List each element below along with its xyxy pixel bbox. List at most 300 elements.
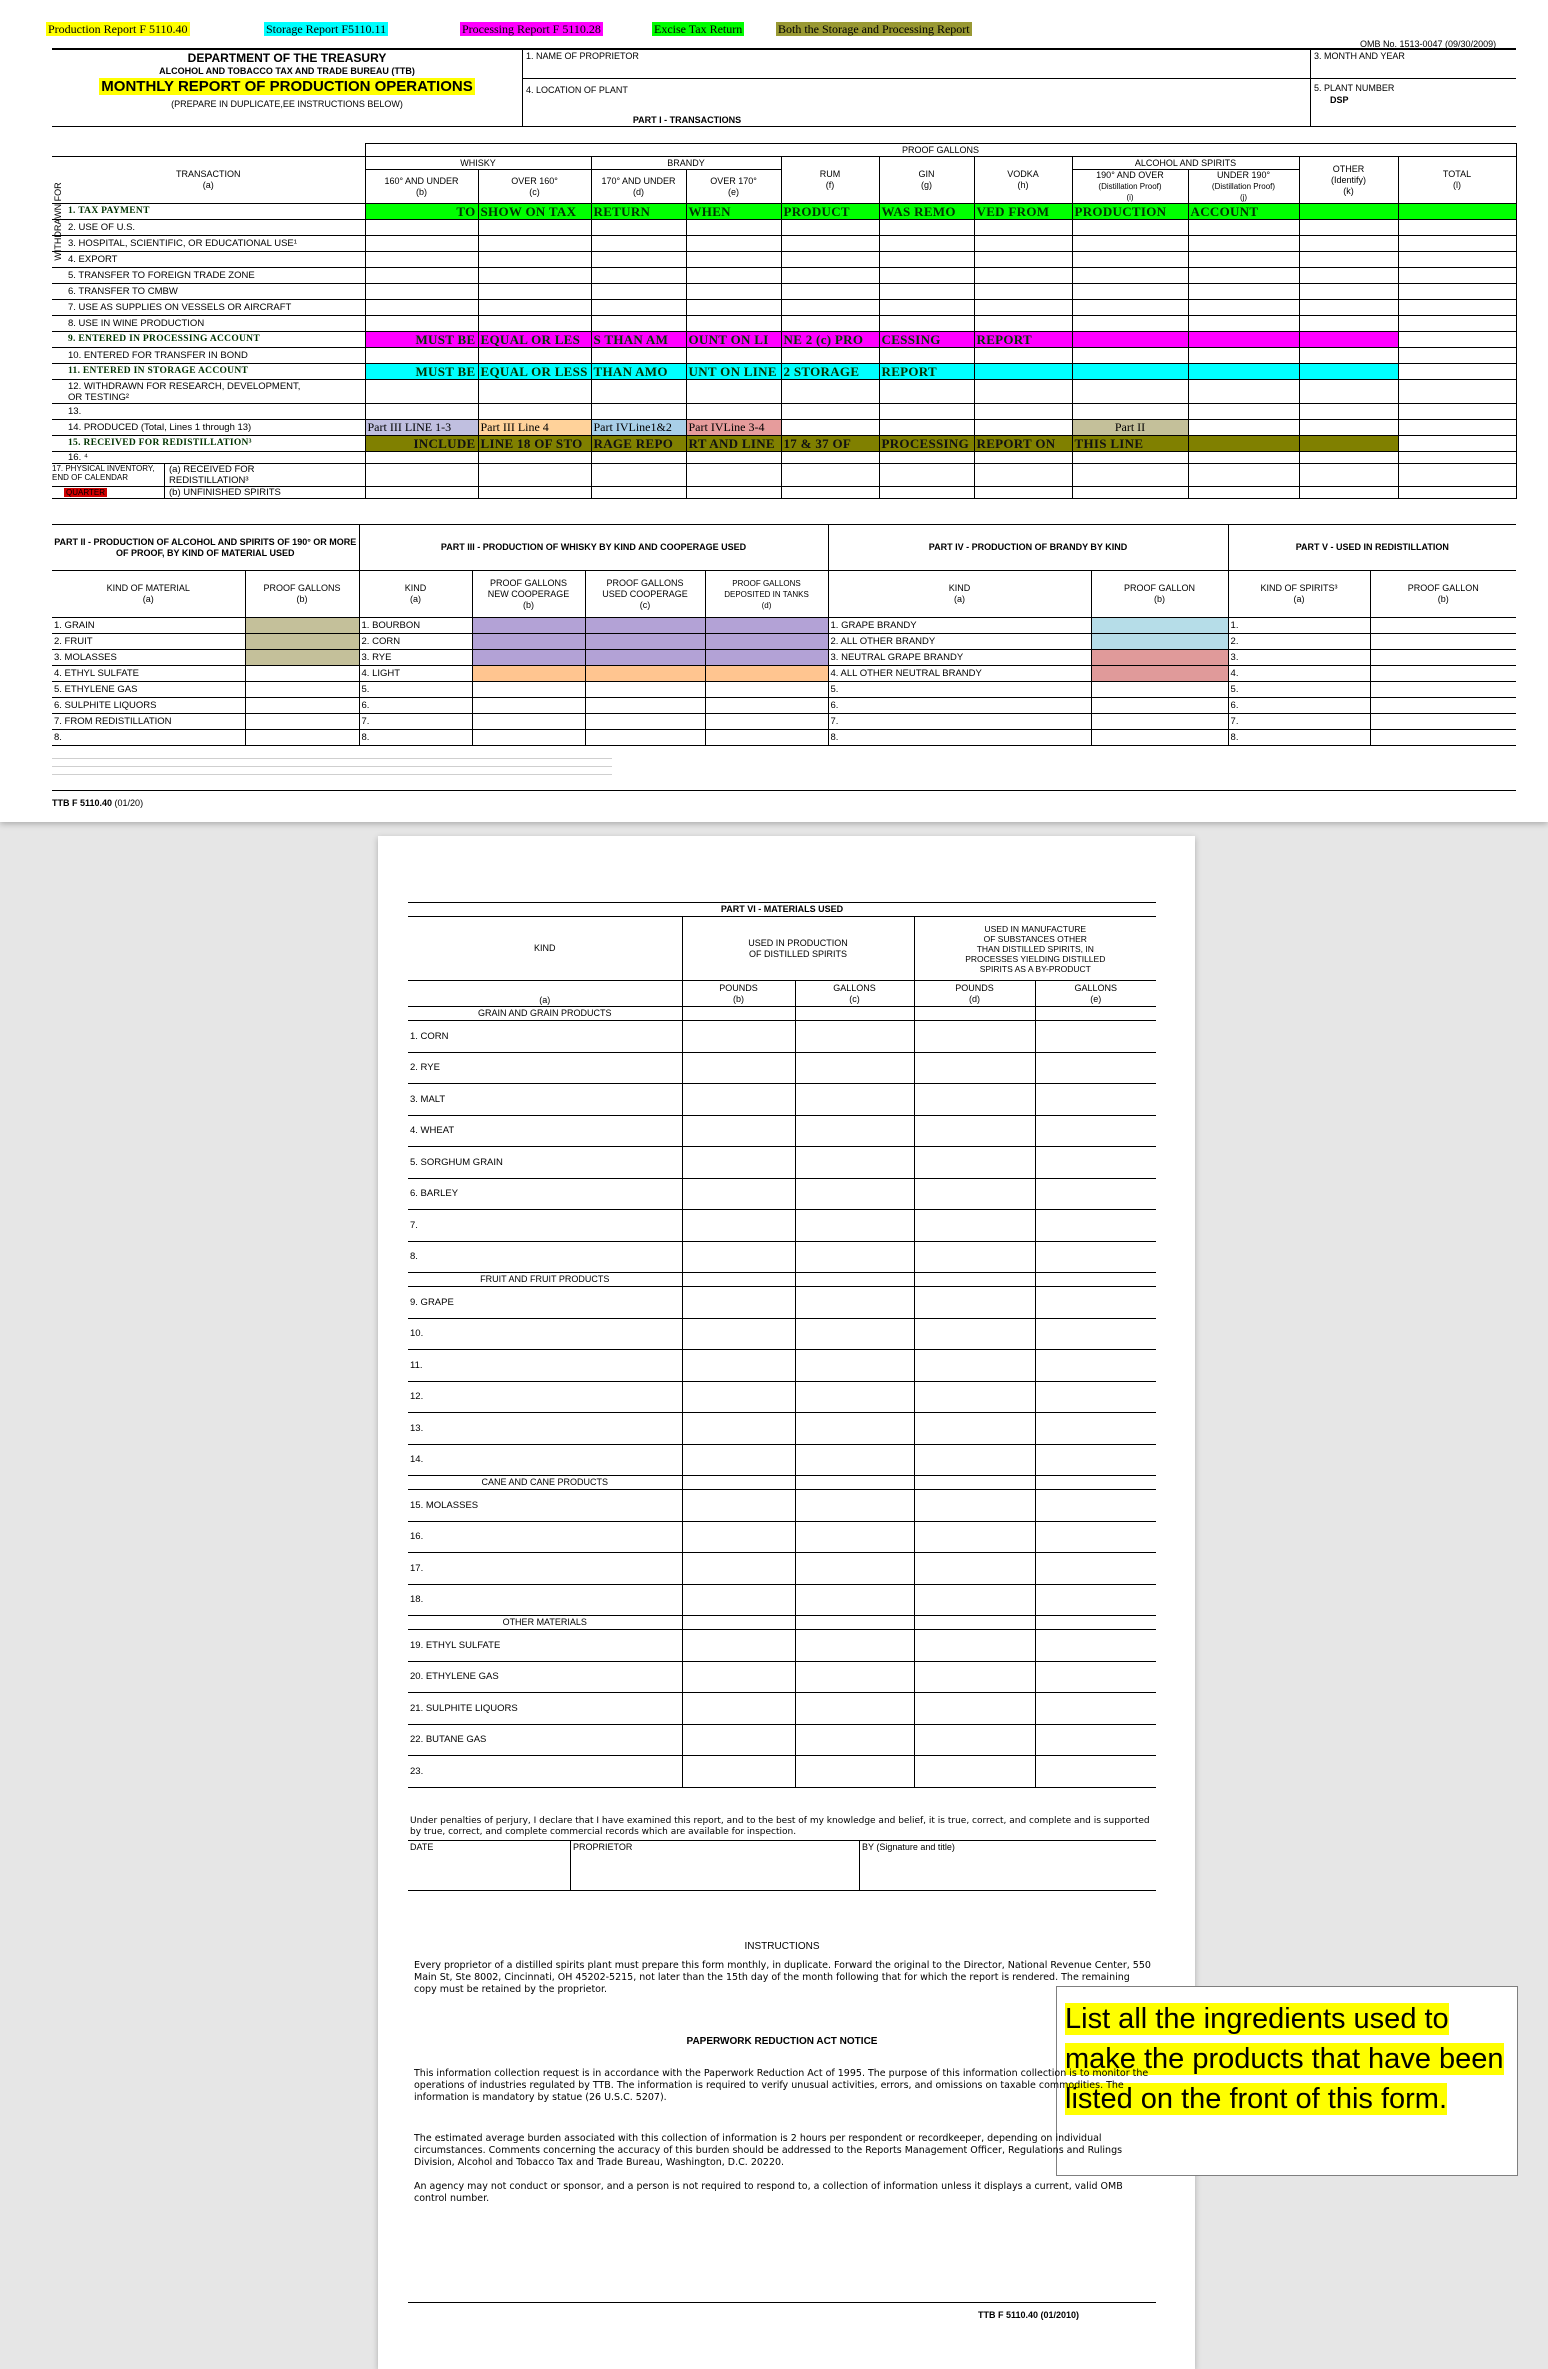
part1-cell[interactable] — [686, 380, 781, 404]
part4-proof[interactable] — [1091, 714, 1228, 730]
part6-cell[interactable] — [795, 1476, 914, 1490]
part1-cell[interactable] — [974, 300, 1072, 316]
location-of-plant-field[interactable]: 4. LOCATION OF PLANT — [526, 85, 628, 95]
part1-cell[interactable] — [365, 452, 478, 464]
part1-cell[interactable] — [365, 316, 478, 332]
part1-cell[interactable] — [591, 252, 686, 268]
part1-cell[interactable] — [1188, 316, 1299, 332]
part6-cell[interactable] — [1035, 1350, 1156, 1382]
part6-cell[interactable] — [795, 1616, 914, 1630]
part2-proof[interactable] — [245, 618, 359, 634]
part1-cell[interactable] — [686, 268, 781, 284]
part1-cell[interactable]: Part II — [1072, 420, 1188, 436]
part3-new[interactable] — [472, 730, 585, 746]
part1-cell[interactable] — [686, 464, 781, 487]
part1-cell[interactable] — [1072, 404, 1188, 420]
part3-tanks[interactable] — [705, 634, 828, 650]
part1-cell[interactable]: MUST BE — [365, 364, 478, 380]
part1-cell[interactable]: RETURN — [591, 204, 686, 220]
part1-cell[interactable] — [478, 452, 591, 464]
part1-cell[interactable] — [365, 404, 478, 420]
part6-cell[interactable] — [1035, 1476, 1156, 1490]
part1-cell[interactable] — [1188, 464, 1299, 487]
part2-proof[interactable] — [245, 666, 359, 682]
part1-cell[interactable] — [686, 487, 781, 499]
part2-proof[interactable] — [245, 714, 359, 730]
part1-cell[interactable]: EQUAL OR LESS — [478, 364, 591, 380]
part5-proof[interactable] — [1370, 730, 1516, 746]
part1-cell[interactable] — [974, 316, 1072, 332]
part1-cell[interactable] — [1299, 300, 1398, 316]
part6-cell[interactable] — [1035, 1616, 1156, 1630]
part3-used[interactable] — [585, 634, 705, 650]
part6-cell[interactable] — [795, 1178, 914, 1210]
part6-cell[interactable] — [682, 1350, 795, 1382]
part6-cell[interactable] — [682, 1007, 795, 1021]
part1-cell[interactable] — [879, 316, 974, 332]
part1-cell[interactable] — [781, 316, 879, 332]
part6-cell[interactable] — [914, 1210, 1035, 1242]
part1-cell[interactable]: TO — [365, 204, 478, 220]
part1-cell[interactable] — [1072, 284, 1188, 300]
part5-proof[interactable] — [1370, 682, 1516, 698]
part6-cell[interactable] — [1035, 1584, 1156, 1616]
part2-proof[interactable] — [245, 634, 359, 650]
part1-cell[interactable] — [1072, 348, 1188, 364]
part6-cell[interactable] — [1035, 1115, 1156, 1147]
name-of-proprietor-field[interactable]: 1. NAME OF PROPRIETOR — [526, 51, 639, 61]
part1-cell[interactable]: CESSING — [879, 332, 974, 348]
part1-cell[interactable] — [365, 464, 478, 487]
part6-cell[interactable] — [1035, 1178, 1156, 1210]
part5-proof[interactable] — [1370, 634, 1516, 650]
part6-cell[interactable] — [1035, 1444, 1156, 1476]
part1-cell[interactable]: THIS LINE — [1072, 436, 1188, 452]
part1-cell[interactable] — [879, 348, 974, 364]
part6-cell[interactable] — [1035, 1007, 1156, 1021]
part1-cell[interactable]: OUNT ON LI — [686, 332, 781, 348]
part1-cell[interactable] — [1299, 452, 1398, 464]
part1-cell[interactable]: INCLUDE — [365, 436, 478, 452]
part1-cell[interactable] — [1188, 252, 1299, 268]
part1-cell[interactable] — [1188, 452, 1299, 464]
part1-cell[interactable] — [1188, 268, 1299, 284]
part6-cell[interactable] — [914, 1693, 1035, 1725]
part1-cell[interactable] — [1299, 348, 1398, 364]
part2-proof[interactable] — [245, 682, 359, 698]
part1-cell[interactable] — [686, 300, 781, 316]
part6-cell[interactable] — [914, 1052, 1035, 1084]
part6-cell[interactable] — [682, 1178, 795, 1210]
part1-cell[interactable] — [591, 487, 686, 499]
part6-cell[interactable] — [795, 1444, 914, 1476]
part1-cell[interactable] — [365, 348, 478, 364]
part1-cell[interactable]: Part III Line 4 — [478, 420, 591, 436]
part1-cell[interactable] — [1072, 300, 1188, 316]
part1-cell[interactable] — [478, 236, 591, 252]
part3-used[interactable] — [585, 666, 705, 682]
part1-cell[interactable] — [974, 284, 1072, 300]
part1-cell[interactable] — [781, 284, 879, 300]
part1-cell[interactable] — [974, 268, 1072, 284]
part1-cell[interactable]: PROCESSING — [879, 436, 974, 452]
part1-cell[interactable]: RT AND LINE — [686, 436, 781, 452]
part1-cell[interactable]: Part IVLine1&2 — [591, 420, 686, 436]
part6-cell[interactable] — [1035, 1724, 1156, 1756]
part1-cell[interactable] — [1188, 284, 1299, 300]
part6-cell[interactable] — [914, 1318, 1035, 1350]
part6-cell[interactable] — [795, 1318, 914, 1350]
part6-cell[interactable] — [682, 1444, 795, 1476]
part6-cell[interactable] — [914, 1724, 1035, 1756]
part1-cell[interactable] — [879, 284, 974, 300]
part1-cell[interactable]: WHEN — [686, 204, 781, 220]
part1-cell[interactable] — [478, 380, 591, 404]
part1-cell[interactable] — [1072, 487, 1188, 499]
part4-proof[interactable] — [1091, 666, 1228, 682]
part1-cell[interactable] — [478, 220, 591, 236]
part6-cell[interactable] — [795, 1724, 914, 1756]
part6-cell[interactable] — [795, 1490, 914, 1522]
part1-cell[interactable] — [1299, 420, 1398, 436]
part3-tanks[interactable] — [705, 698, 828, 714]
part1-cell[interactable] — [1299, 252, 1398, 268]
part1-cell[interactable]: NE 2 (c) PRO — [781, 332, 879, 348]
part6-cell[interactable] — [1035, 1490, 1156, 1522]
part1-cell[interactable] — [1072, 220, 1188, 236]
part6-cell[interactable] — [914, 1616, 1035, 1630]
part3-tanks[interactable] — [705, 666, 828, 682]
part1-cell[interactable] — [686, 348, 781, 364]
part6-cell[interactable] — [795, 1084, 914, 1116]
part1-cell[interactable] — [591, 268, 686, 284]
part1-cell[interactable]: PRODUCTION — [1072, 204, 1188, 220]
part1-cell[interactable] — [365, 487, 478, 499]
part6-cell[interactable] — [914, 1084, 1035, 1116]
part6-cell[interactable] — [914, 1661, 1035, 1693]
part6-cell[interactable] — [795, 1756, 914, 1788]
part3-used[interactable] — [585, 698, 705, 714]
part6-cell[interactable] — [682, 1724, 795, 1756]
part6-cell[interactable] — [1035, 1553, 1156, 1585]
part6-cell[interactable] — [1035, 1147, 1156, 1179]
part1-cell[interactable] — [879, 268, 974, 284]
part1-cell[interactable] — [781, 220, 879, 236]
part1-cell[interactable]: 17 & 37 OF — [781, 436, 879, 452]
part1-cell[interactable] — [781, 236, 879, 252]
part6-cell[interactable] — [914, 1287, 1035, 1319]
part6-cell[interactable] — [914, 1490, 1035, 1522]
part6-cell[interactable] — [682, 1115, 795, 1147]
part6-cell[interactable] — [914, 1147, 1035, 1179]
part6-cell[interactable] — [914, 1521, 1035, 1553]
part3-tanks[interactable] — [705, 714, 828, 730]
part1-cell[interactable]: REPORT — [879, 364, 974, 380]
part1-cell[interactable] — [1072, 316, 1188, 332]
part6-cell[interactable] — [1035, 1273, 1156, 1287]
part6-cell[interactable] — [795, 1553, 914, 1585]
part6-cell[interactable] — [795, 1521, 914, 1553]
part6-cell[interactable] — [682, 1273, 795, 1287]
part1-cell[interactable]: VED FROM — [974, 204, 1072, 220]
part1-cell[interactable] — [1188, 487, 1299, 499]
part6-cell[interactable] — [1035, 1084, 1156, 1116]
part1-cell[interactable] — [781, 300, 879, 316]
part1-cell[interactable] — [1398, 452, 1516, 464]
part1-cell[interactable] — [974, 404, 1072, 420]
part1-cell[interactable] — [1299, 204, 1398, 220]
part6-cell[interactable] — [682, 1661, 795, 1693]
part1-cell[interactable] — [478, 284, 591, 300]
part1-cell[interactable] — [365, 236, 478, 252]
part1-cell[interactable] — [781, 380, 879, 404]
part4-proof[interactable] — [1091, 698, 1228, 714]
part3-used[interactable] — [585, 682, 705, 698]
part6-cell[interactable] — [795, 1210, 914, 1242]
part1-cell[interactable] — [1398, 316, 1516, 332]
part6-cell[interactable] — [682, 1021, 795, 1053]
part1-cell[interactable]: RAGE REPO — [591, 436, 686, 452]
part1-cell[interactable] — [591, 220, 686, 236]
part6-cell[interactable] — [795, 1147, 914, 1179]
part6-cell[interactable] — [795, 1630, 914, 1662]
part1-cell[interactable] — [1188, 420, 1299, 436]
part6-cell[interactable] — [682, 1147, 795, 1179]
part1-cell[interactable] — [1299, 436, 1398, 452]
part1-cell[interactable] — [781, 404, 879, 420]
part2-proof[interactable] — [245, 730, 359, 746]
part6-cell[interactable] — [682, 1241, 795, 1273]
part6-cell[interactable] — [914, 1444, 1035, 1476]
part6-cell[interactable] — [795, 1584, 914, 1616]
part1-cell[interactable] — [686, 316, 781, 332]
part1-cell[interactable] — [1398, 348, 1516, 364]
part6-cell[interactable] — [914, 1241, 1035, 1273]
part5-proof[interactable] — [1370, 650, 1516, 666]
part1-cell[interactable] — [1188, 364, 1299, 380]
part6-cell[interactable] — [795, 1007, 914, 1021]
part1-cell[interactable] — [1072, 332, 1188, 348]
part1-cell[interactable] — [478, 404, 591, 420]
part1-cell[interactable] — [686, 236, 781, 252]
part1-cell[interactable] — [1072, 464, 1188, 487]
part1-cell[interactable] — [781, 420, 879, 436]
part6-cell[interactable] — [795, 1413, 914, 1445]
part1-cell[interactable] — [1398, 268, 1516, 284]
part1-cell[interactable] — [1398, 284, 1516, 300]
part1-cell[interactable] — [974, 487, 1072, 499]
part1-cell[interactable] — [1299, 220, 1398, 236]
part1-cell[interactable]: THAN AMO — [591, 364, 686, 380]
part1-cell[interactable] — [1398, 464, 1516, 487]
part6-cell[interactable] — [914, 1273, 1035, 1287]
part1-cell[interactable] — [686, 404, 781, 420]
part2-proof[interactable] — [245, 650, 359, 666]
part1-cell[interactable] — [1188, 236, 1299, 252]
part6-cell[interactable] — [795, 1273, 914, 1287]
part1-cell[interactable] — [591, 464, 686, 487]
part1-cell[interactable] — [974, 464, 1072, 487]
part6-cell[interactable] — [682, 1476, 795, 1490]
part1-cell[interactable] — [478, 300, 591, 316]
part3-tanks[interactable] — [705, 650, 828, 666]
part1-cell[interactable]: S THAN AM — [591, 332, 686, 348]
part1-cell[interactable] — [974, 420, 1072, 436]
part6-cell[interactable] — [914, 1021, 1035, 1053]
part1-cell[interactable] — [1299, 316, 1398, 332]
part1-cell[interactable] — [974, 380, 1072, 404]
part1-cell[interactable]: SHOW ON TAX — [478, 204, 591, 220]
part2-proof[interactable] — [245, 698, 359, 714]
part6-cell[interactable] — [682, 1287, 795, 1319]
part1-cell[interactable] — [1398, 332, 1516, 348]
part6-cell[interactable] — [914, 1381, 1035, 1413]
part4-proof[interactable] — [1091, 650, 1228, 666]
part1-cell[interactable] — [1299, 236, 1398, 252]
part1-cell[interactable] — [478, 252, 591, 268]
part1-cell[interactable] — [1299, 464, 1398, 487]
part1-cell[interactable] — [781, 452, 879, 464]
part6-cell[interactable] — [795, 1241, 914, 1273]
part1-cell[interactable] — [365, 380, 478, 404]
part1-cell[interactable] — [879, 380, 974, 404]
part1-cell[interactable] — [879, 420, 974, 436]
part1-cell[interactable]: MUST BE — [365, 332, 478, 348]
part6-cell[interactable] — [914, 1115, 1035, 1147]
part1-cell[interactable] — [1188, 332, 1299, 348]
part6-cell[interactable] — [1035, 1693, 1156, 1725]
part1-cell[interactable] — [591, 284, 686, 300]
part1-cell[interactable] — [781, 252, 879, 268]
part1-cell[interactable]: LINE 18 OF STO — [478, 436, 591, 452]
part6-cell[interactable] — [914, 1584, 1035, 1616]
part3-used[interactable] — [585, 730, 705, 746]
part1-cell[interactable] — [591, 452, 686, 464]
part1-cell[interactable] — [478, 348, 591, 364]
part1-cell[interactable] — [1072, 236, 1188, 252]
part6-cell[interactable] — [914, 1630, 1035, 1662]
part6-cell[interactable] — [795, 1287, 914, 1319]
part1-cell[interactable] — [879, 404, 974, 420]
part6-cell[interactable] — [795, 1350, 914, 1382]
part1-cell[interactable]: PRODUCT — [781, 204, 879, 220]
part1-cell[interactable] — [365, 252, 478, 268]
part1-cell[interactable] — [478, 268, 591, 284]
part1-cell[interactable] — [879, 452, 974, 464]
part6-cell[interactable] — [1035, 1318, 1156, 1350]
part1-cell[interactable] — [1188, 348, 1299, 364]
part6-cell[interactable] — [1035, 1210, 1156, 1242]
part6-cell[interactable] — [914, 1413, 1035, 1445]
part1-cell[interactable] — [591, 348, 686, 364]
part6-cell[interactable] — [914, 1178, 1035, 1210]
part1-cell[interactable]: WAS REMO — [879, 204, 974, 220]
part1-cell[interactable] — [1072, 452, 1188, 464]
part1-cell[interactable] — [478, 464, 591, 487]
part6-cell[interactable] — [682, 1490, 795, 1522]
part6-cell[interactable] — [795, 1661, 914, 1693]
part6-cell[interactable] — [682, 1210, 795, 1242]
part5-proof[interactable] — [1370, 666, 1516, 682]
part4-proof[interactable] — [1091, 682, 1228, 698]
part1-cell[interactable] — [879, 220, 974, 236]
part1-cell[interactable] — [1299, 404, 1398, 420]
part1-cell[interactable] — [591, 404, 686, 420]
part6-cell[interactable] — [1035, 1021, 1156, 1053]
part1-cell[interactable] — [591, 316, 686, 332]
signature-field[interactable]: BY (Signature and title) — [862, 1842, 955, 1852]
part6-cell[interactable] — [1035, 1381, 1156, 1413]
part1-cell[interactable] — [1299, 364, 1398, 380]
part1-cell[interactable] — [591, 236, 686, 252]
part6-cell[interactable] — [1035, 1756, 1156, 1788]
part1-cell[interactable] — [974, 364, 1072, 380]
part3-new[interactable] — [472, 682, 585, 698]
part3-new[interactable] — [472, 698, 585, 714]
part1-cell[interactable]: REPORT — [974, 332, 1072, 348]
part1-cell[interactable] — [879, 236, 974, 252]
date-field[interactable]: DATE — [410, 1842, 434, 1852]
part1-cell[interactable] — [1398, 436, 1516, 452]
part3-new[interactable] — [472, 650, 585, 666]
part6-cell[interactable] — [795, 1052, 914, 1084]
part1-cell[interactable]: Part III LINE 1-3 — [365, 420, 478, 436]
part6-cell[interactable] — [914, 1756, 1035, 1788]
part5-proof[interactable] — [1370, 698, 1516, 714]
part1-cell[interactable] — [686, 452, 781, 464]
part1-cell[interactable] — [974, 220, 1072, 236]
part1-cell[interactable] — [1072, 380, 1188, 404]
part1-cell[interactable] — [781, 487, 879, 499]
part3-tanks[interactable] — [705, 682, 828, 698]
part1-cell[interactable] — [1398, 404, 1516, 420]
part1-cell[interactable] — [974, 252, 1072, 268]
part6-cell[interactable] — [682, 1553, 795, 1585]
part6-cell[interactable] — [682, 1318, 795, 1350]
part1-cell[interactable] — [365, 284, 478, 300]
part1-cell[interactable] — [1398, 300, 1516, 316]
part6-cell[interactable] — [682, 1616, 795, 1630]
part6-cell[interactable] — [1035, 1052, 1156, 1084]
part6-cell[interactable] — [682, 1584, 795, 1616]
part1-cell[interactable] — [686, 252, 781, 268]
part1-cell[interactable] — [974, 452, 1072, 464]
part1-cell[interactable] — [1072, 268, 1188, 284]
part1-cell[interactable]: EQUAL OR LES — [478, 332, 591, 348]
part1-cell[interactable] — [1188, 220, 1299, 236]
part6-cell[interactable] — [914, 1476, 1035, 1490]
part1-cell[interactable] — [879, 300, 974, 316]
part1-cell[interactable] — [974, 348, 1072, 364]
part3-used[interactable] — [585, 650, 705, 666]
part1-cell[interactable] — [781, 464, 879, 487]
part1-cell[interactable]: Part IVLine 3-4 — [686, 420, 781, 436]
part4-proof[interactable] — [1091, 618, 1228, 634]
part5-proof[interactable] — [1370, 618, 1516, 634]
part4-proof[interactable] — [1091, 634, 1228, 650]
part3-tanks[interactable] — [705, 730, 828, 746]
part6-cell[interactable] — [1035, 1521, 1156, 1553]
part6-cell[interactable] — [682, 1413, 795, 1445]
proprietor-field[interactable]: PROPRIETOR — [573, 1842, 633, 1852]
part6-cell[interactable] — [795, 1381, 914, 1413]
part1-cell[interactable] — [1188, 380, 1299, 404]
part6-cell[interactable] — [795, 1115, 914, 1147]
part6-cell[interactable] — [1035, 1241, 1156, 1273]
part1-cell[interactable]: REPORT ON — [974, 436, 1072, 452]
part1-cell[interactable] — [1398, 380, 1516, 404]
part1-cell[interactable]: UNT ON LINE — [686, 364, 781, 380]
